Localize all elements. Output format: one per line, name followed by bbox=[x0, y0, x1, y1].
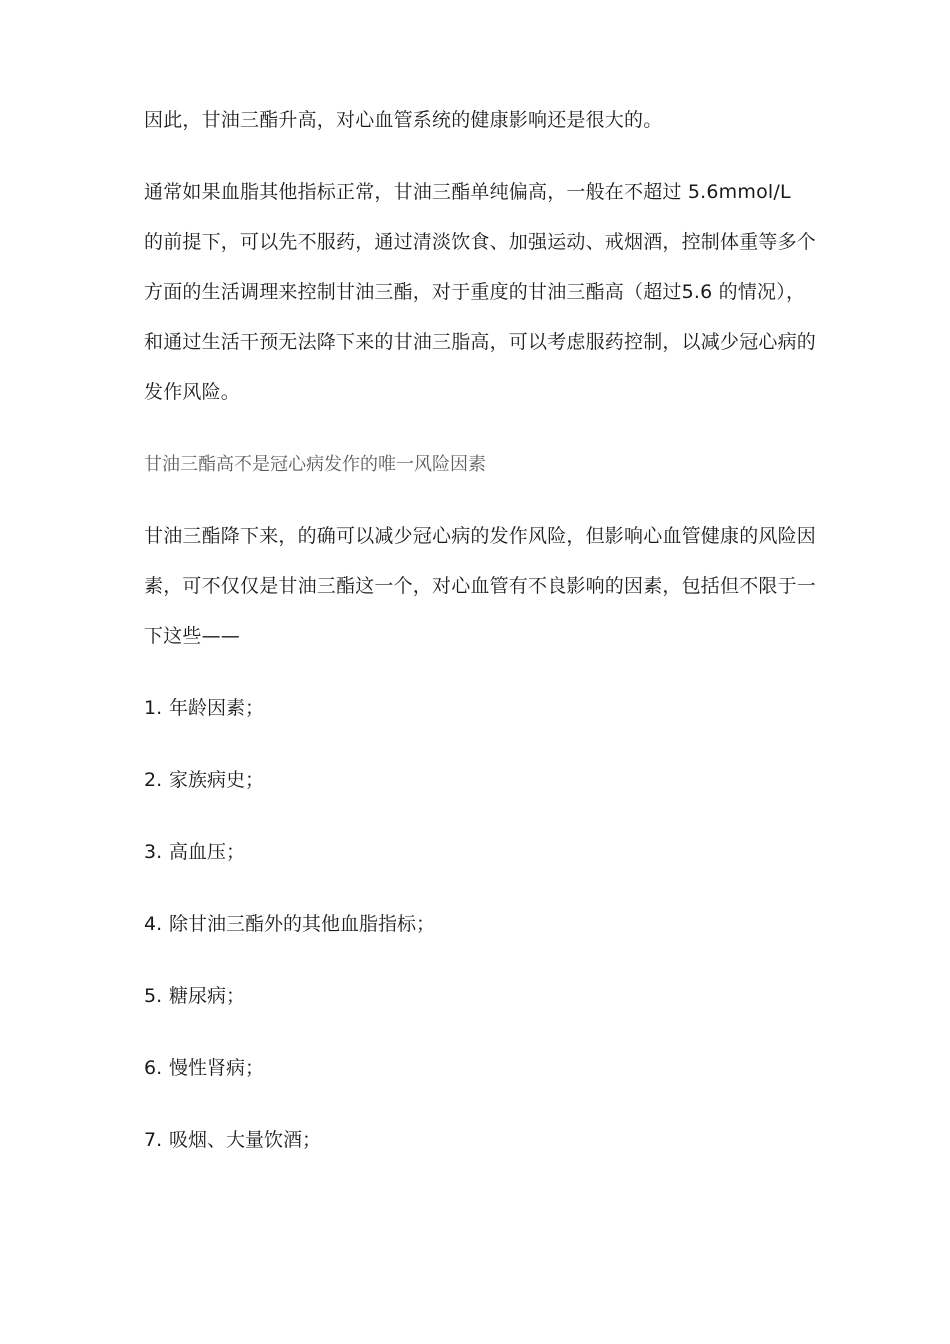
list-item bbox=[144, 765, 264, 795]
list-item-number: 3. bbox=[144, 841, 163, 863]
paragraph-treatment: 通常如果血脂其他指标正常，甘油三酯单纯偏高，一般在不超过 5.6mmol/L 的前提下，可以先不服药，通过清淡饮食、加强运动、戒烟酒，控制体重等多个方面的生活调理来控制甘油三酯，对于重度的甘油三酯高（超过5.6 的情况），和通过生活干预无法降下来的甘油三脂高，可以考虑服药控制，以减少冠心病的发作风险。 bbox=[144, 181, 817, 403]
list-item-text: 慢性肾病； bbox=[169, 1057, 265, 1079]
list-item-text: 糖尿病； bbox=[169, 985, 246, 1007]
paragraph-risk-factors: 甘油三酯降下来，的确可以减少冠心病的发作风险，但影响心血管健康的风险因素，可不仅仅是甘油三酯这一个，对心血管有不良影响的因素，包括但不限于一下这些—— bbox=[144, 525, 817, 647]
list-item-text: 高血压； bbox=[169, 841, 246, 863]
list-item bbox=[144, 981, 245, 1011]
list-item bbox=[144, 1125, 321, 1155]
list-item-text: 年龄因素； bbox=[169, 697, 265, 719]
paragraph-intro: 因此，甘油三酯升高，对心血管系统的健康影响还是很大的。 bbox=[144, 109, 663, 131]
list-item-number: 5. bbox=[144, 985, 163, 1007]
list-item-number: 7. bbox=[144, 1129, 163, 1151]
list-item-number: 2. bbox=[144, 769, 163, 791]
list-item bbox=[144, 1053, 264, 1083]
list-item-number: 4. bbox=[144, 913, 163, 935]
list-item bbox=[144, 909, 435, 939]
section-heading: 甘油三酯高不是冠心病发作的唯一风险因素 bbox=[144, 454, 486, 475]
list-item-text: 除甘油三酯外的其他血脂指标； bbox=[169, 913, 436, 935]
list-item bbox=[144, 837, 245, 867]
list-item bbox=[144, 693, 264, 723]
list-item-number: 6. bbox=[144, 1057, 163, 1079]
list-item-number: 1. bbox=[144, 697, 163, 719]
list-item-text: 家族病史； bbox=[169, 769, 265, 791]
list-item-text: 吸烟、大量饮酒； bbox=[169, 1129, 322, 1151]
